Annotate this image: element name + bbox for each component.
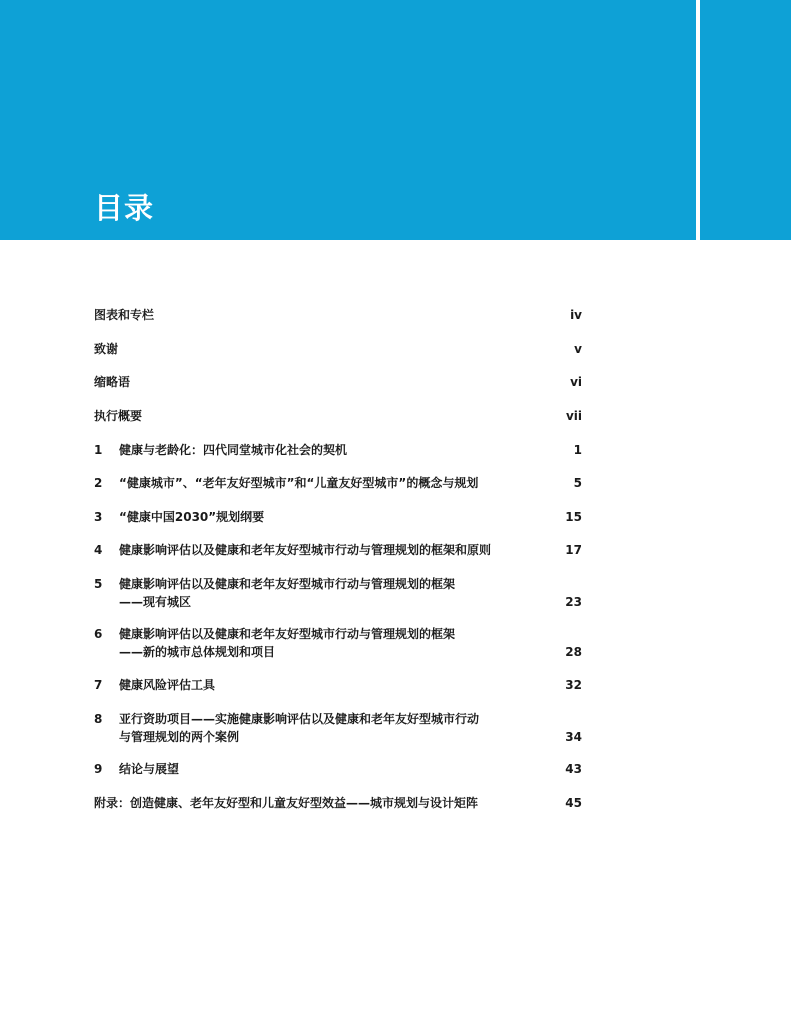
toc-entry-page: 23 <box>565 595 582 609</box>
toc-entry-page: 34 <box>565 730 582 744</box>
toc-entry-page: iv <box>570 308 582 322</box>
toc-entry-title: 缩略语 <box>94 375 131 389</box>
toc-entry-title: 结论与展望 <box>119 762 180 776</box>
toc-entry-page: 15 <box>565 510 582 524</box>
toc-entry-title: 图表和专栏 <box>94 308 155 322</box>
toc-entry-page: 43 <box>565 762 582 776</box>
toc-entry-page: 45 <box>565 796 582 810</box>
page-title: 目录 <box>94 191 155 225</box>
toc-entry-number: 7 <box>94 678 103 692</box>
toc-entry-title: “健康中国2030”规划纲要 <box>119 510 265 524</box>
toc-entry-page: 1 <box>573 443 582 457</box>
toc-entry-title: 执行概要 <box>94 409 143 423</box>
toc-entry-page: 28 <box>565 645 582 659</box>
toc-entry-title: 附录：创造健康、老年友好型和儿童友好型效益——城市规划与设计矩阵 <box>94 796 479 810</box>
toc-entry-page: vii <box>565 409 582 423</box>
toc-entry-number: 2 <box>94 476 103 490</box>
toc-entry-title-line2: ——新的城市总体规划和项目 <box>119 645 276 659</box>
toc-entry-title: 健康影响评估以及健康和老年友好型城市行动与管理规划的框架和原则 <box>119 543 492 557</box>
toc-entry-title: 致谢 <box>94 342 119 356</box>
toc-entry-number: 9 <box>94 762 103 776</box>
toc-entry-number: 1 <box>94 443 103 457</box>
toc-entry-page: 5 <box>573 476 582 490</box>
toc-entry-number: 4 <box>94 543 103 557</box>
toc-entry-page: 32 <box>565 678 582 692</box>
toc-entry-title: 健康与老龄化：四代同堂城市化社会的契机 <box>119 443 348 457</box>
toc-entry-title: “健康城市”、“老年友好型城市”和“儿童友好型城市”的概念与规划 <box>119 476 479 490</box>
toc-entry-title: 健康风险评估工具 <box>119 678 216 692</box>
toc-entry-number: 6 <box>94 627 103 641</box>
toc-entry-title-line2: 与管理规划的两个案例 <box>119 730 240 744</box>
toc-entry-number: 5 <box>94 577 103 591</box>
toc-entry-number: 3 <box>94 510 103 524</box>
toc-entry-title-line2: ——现有城区 <box>119 595 192 609</box>
toc-entry-page: v <box>574 342 582 356</box>
toc-entry-page: vi <box>570 375 582 389</box>
toc-entry-number: 8 <box>94 712 103 726</box>
toc-entry-title: 亚行资助项目——实施健康影响评估以及健康和老年友好型城市行动 <box>119 712 480 726</box>
toc-entry-page: 17 <box>565 543 582 557</box>
toc-entry-title: 健康影响评估以及健康和老年友好型城市行动与管理规划的框架 <box>119 577 456 591</box>
toc-entry-title: 健康影响评估以及健康和老年友好型城市行动与管理规划的框架 <box>119 627 456 641</box>
